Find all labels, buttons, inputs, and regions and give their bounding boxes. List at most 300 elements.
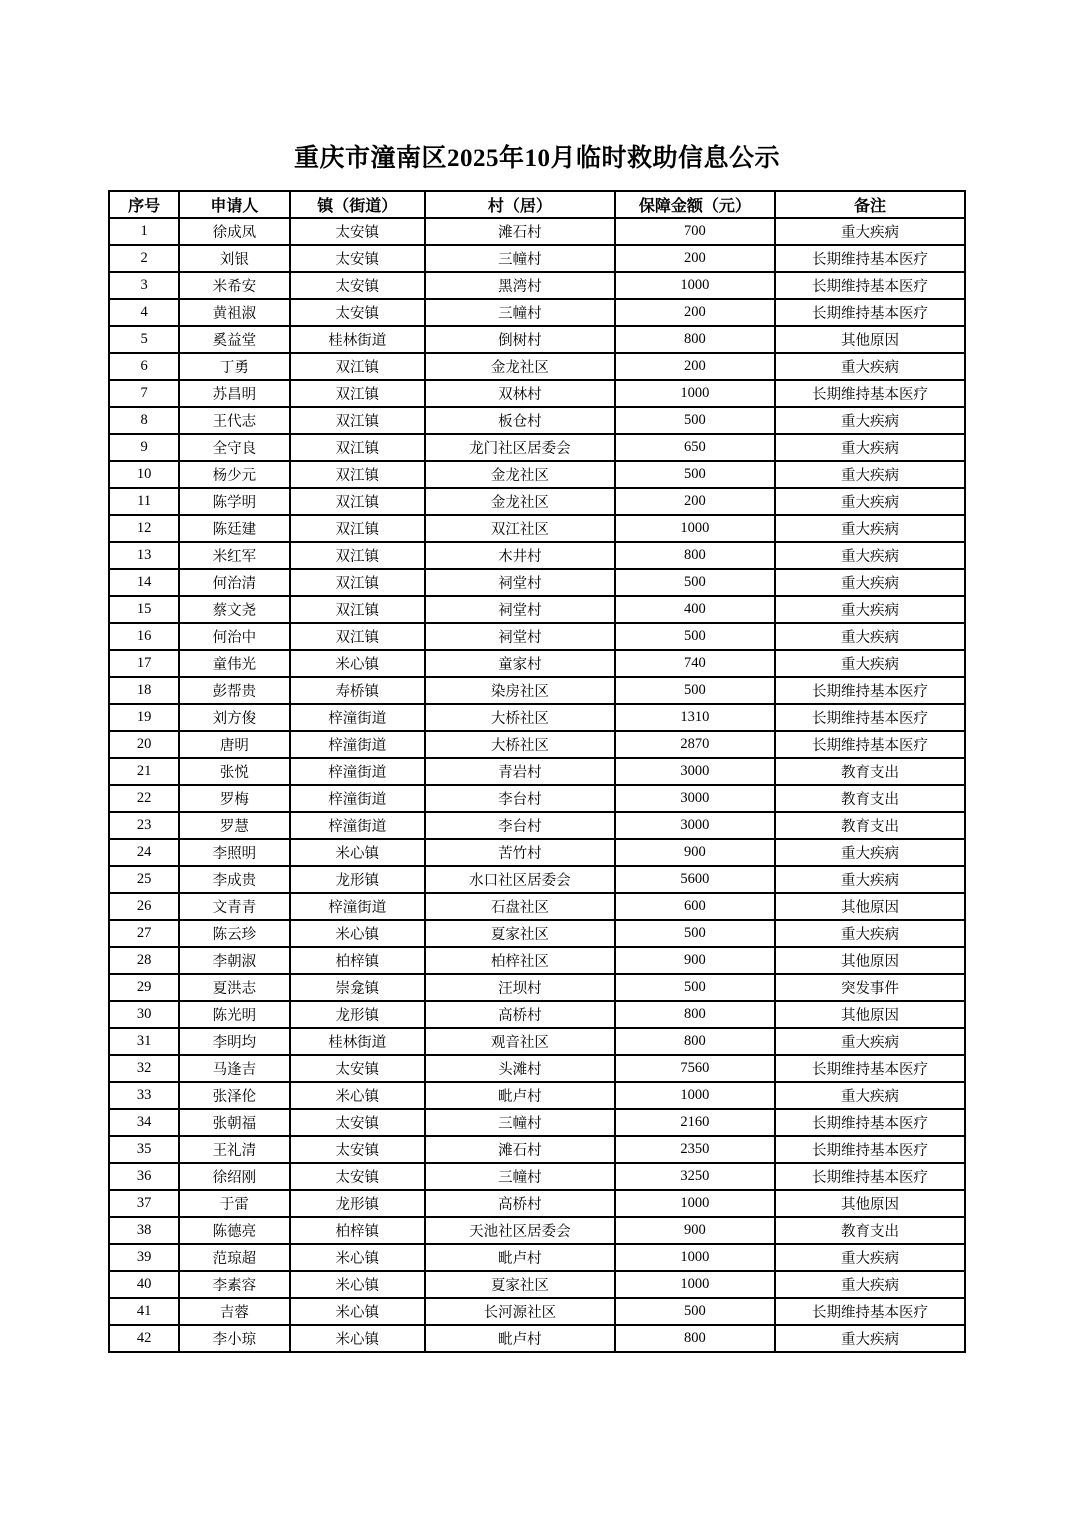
cell-remark: 重大疾病 <box>775 434 965 461</box>
cell-name: 陈德亮 <box>179 1217 289 1244</box>
table-row <box>109 1325 965 1352</box>
cell-seq: 41 <box>109 1298 179 1325</box>
cell-seq: 7 <box>109 380 179 407</box>
table-row <box>109 947 965 974</box>
table-row <box>109 434 965 461</box>
cell-amount: 600 <box>615 893 775 920</box>
cell-remark: 重大疾病 <box>775 407 965 434</box>
cell-village: 双江社区 <box>425 515 615 542</box>
cell-town: 双江镇 <box>290 407 425 434</box>
cell-remark: 其他原因 <box>775 893 965 920</box>
cell-town: 柏梓镇 <box>290 1217 425 1244</box>
cell-seq: 4 <box>109 299 179 326</box>
cell-name: 王礼清 <box>179 1136 289 1163</box>
cell-village: 龙门社区居委会 <box>425 434 615 461</box>
cell-seq: 22 <box>109 785 179 812</box>
cell-village: 天池社区居委会 <box>425 1217 615 1244</box>
cell-remark: 长期维持基本医疗 <box>775 1055 965 1082</box>
cell-seq: 2 <box>109 245 179 272</box>
cell-seq: 37 <box>109 1190 179 1217</box>
cell-village: 童家村 <box>425 650 615 677</box>
table-row <box>109 569 965 596</box>
cell-amount: 7560 <box>615 1055 775 1082</box>
cell-village: 长河源社区 <box>425 1298 615 1325</box>
table-row <box>109 488 965 515</box>
cell-remark: 长期维持基本医疗 <box>775 245 965 272</box>
header-name: 申请人 <box>179 191 289 218</box>
cell-amount: 200 <box>615 488 775 515</box>
cell-amount: 650 <box>615 434 775 461</box>
cell-village: 双林村 <box>425 380 615 407</box>
cell-amount: 1000 <box>615 1082 775 1109</box>
table-row <box>109 1109 965 1136</box>
header-remark: 备注 <box>775 191 965 218</box>
cell-name: 李照明 <box>179 839 289 866</box>
cell-name: 米红军 <box>179 542 289 569</box>
table-header-row <box>109 191 965 218</box>
table-row <box>109 218 965 245</box>
cell-amount: 500 <box>615 407 775 434</box>
cell-seq: 24 <box>109 839 179 866</box>
cell-seq: 18 <box>109 677 179 704</box>
cell-remark: 重大疾病 <box>775 218 965 245</box>
cell-village: 汪坝村 <box>425 974 615 1001</box>
cell-seq: 16 <box>109 623 179 650</box>
cell-town: 双江镇 <box>290 434 425 461</box>
cell-town: 太安镇 <box>290 218 425 245</box>
cell-town: 龙形镇 <box>290 866 425 893</box>
cell-amount: 2350 <box>615 1136 775 1163</box>
assistance-table <box>108 190 966 1353</box>
cell-amount: 500 <box>615 461 775 488</box>
cell-town: 梓潼街道 <box>290 758 425 785</box>
cell-remark: 重大疾病 <box>775 596 965 623</box>
cell-remark: 突发事件 <box>775 974 965 1001</box>
cell-seq: 39 <box>109 1244 179 1271</box>
cell-village: 青岩村 <box>425 758 615 785</box>
cell-seq: 6 <box>109 353 179 380</box>
table-row <box>109 1271 965 1298</box>
cell-name: 彭帮贵 <box>179 677 289 704</box>
cell-seq: 20 <box>109 731 179 758</box>
page-title: 重庆市潼南区2025年10月临时救助信息公示 <box>293 145 780 172</box>
cell-remark: 长期维持基本医疗 <box>775 272 965 299</box>
cell-remark: 教育支出 <box>775 758 965 785</box>
cell-name: 唐明 <box>179 731 289 758</box>
cell-town: 太安镇 <box>290 1109 425 1136</box>
cell-town: 太安镇 <box>290 299 425 326</box>
cell-amount: 2870 <box>615 731 775 758</box>
cell-amount: 5600 <box>615 866 775 893</box>
cell-village: 滩石村 <box>425 1136 615 1163</box>
cell-village: 李台村 <box>425 812 615 839</box>
cell-seq: 5 <box>109 326 179 353</box>
cell-seq: 10 <box>109 461 179 488</box>
cell-remark: 重大疾病 <box>775 1082 965 1109</box>
cell-seq: 11 <box>109 488 179 515</box>
cell-amount: 800 <box>615 326 775 353</box>
cell-amount: 800 <box>615 1001 775 1028</box>
cell-amount: 900 <box>615 839 775 866</box>
cell-amount: 500 <box>615 623 775 650</box>
cell-amount: 1000 <box>615 380 775 407</box>
cell-amount: 500 <box>615 569 775 596</box>
cell-amount: 1310 <box>615 704 775 731</box>
cell-town: 双江镇 <box>290 569 425 596</box>
cell-amount: 3000 <box>615 758 775 785</box>
cell-town: 梓潼街道 <box>290 731 425 758</box>
cell-town: 龙形镇 <box>290 1190 425 1217</box>
table-row <box>109 515 965 542</box>
cell-amount: 500 <box>615 974 775 1001</box>
table-row <box>109 1028 965 1055</box>
cell-name: 徐绍刚 <box>179 1163 289 1190</box>
table-row <box>109 1298 965 1325</box>
cell-remark: 重大疾病 <box>775 1244 965 1271</box>
cell-remark: 长期维持基本医疗 <box>775 1298 965 1325</box>
cell-village: 滩石村 <box>425 218 615 245</box>
cell-village: 高桥村 <box>425 1001 615 1028</box>
table-row <box>109 1244 965 1271</box>
cell-name: 米希安 <box>179 272 289 299</box>
cell-amount: 740 <box>615 650 775 677</box>
cell-remark: 教育支出 <box>775 812 965 839</box>
cell-remark: 重大疾病 <box>775 839 965 866</box>
table-row <box>109 650 965 677</box>
cell-remark: 长期维持基本医疗 <box>775 731 965 758</box>
cell-village: 水口社区居委会 <box>425 866 615 893</box>
cell-name: 王代志 <box>179 407 289 434</box>
cell-name: 范琼超 <box>179 1244 289 1271</box>
cell-village: 木井村 <box>425 542 615 569</box>
cell-remark: 长期维持基本医疗 <box>775 677 965 704</box>
cell-town: 崇龛镇 <box>290 974 425 1001</box>
cell-town: 双江镇 <box>290 488 425 515</box>
cell-village: 毗卢村 <box>425 1244 615 1271</box>
cell-name: 何治中 <box>179 623 289 650</box>
table-row <box>109 272 965 299</box>
cell-amount: 800 <box>615 1028 775 1055</box>
cell-village: 柏梓社区 <box>425 947 615 974</box>
table-row <box>109 1190 965 1217</box>
cell-name: 丁勇 <box>179 353 289 380</box>
cell-remark: 长期维持基本医疗 <box>775 1163 965 1190</box>
cell-name: 张泽伦 <box>179 1082 289 1109</box>
cell-village: 大桥社区 <box>425 731 615 758</box>
cell-seq: 12 <box>109 515 179 542</box>
table-row <box>109 1163 965 1190</box>
cell-village: 三幢村 <box>425 299 615 326</box>
cell-name: 张朝福 <box>179 1109 289 1136</box>
cell-name: 陈云珍 <box>179 920 289 947</box>
cell-remark: 其他原因 <box>775 947 965 974</box>
cell-name: 夏洪志 <box>179 974 289 1001</box>
table-row <box>109 785 965 812</box>
cell-name: 陈学明 <box>179 488 289 515</box>
cell-remark: 重大疾病 <box>775 1325 965 1352</box>
cell-town: 梓潼街道 <box>290 812 425 839</box>
cell-village: 金龙社区 <box>425 461 615 488</box>
cell-remark: 长期维持基本医疗 <box>775 1136 965 1163</box>
cell-seq: 14 <box>109 569 179 596</box>
cell-amount: 800 <box>615 542 775 569</box>
cell-remark: 其他原因 <box>775 1001 965 1028</box>
cell-seq: 31 <box>109 1028 179 1055</box>
cell-amount: 200 <box>615 299 775 326</box>
cell-amount: 900 <box>615 947 775 974</box>
cell-name: 刘方俊 <box>179 704 289 731</box>
cell-town: 梓潼街道 <box>290 785 425 812</box>
cell-town: 梓潼街道 <box>290 704 425 731</box>
cell-town: 米心镇 <box>290 920 425 947</box>
table-row <box>109 461 965 488</box>
cell-remark: 教育支出 <box>775 785 965 812</box>
cell-town: 桂林街道 <box>290 326 425 353</box>
cell-seq: 21 <box>109 758 179 785</box>
table-row <box>109 920 965 947</box>
cell-name: 李明均 <box>179 1028 289 1055</box>
cell-name: 陈光明 <box>179 1001 289 1028</box>
cell-village: 石盘社区 <box>425 893 615 920</box>
cell-seq: 36 <box>109 1163 179 1190</box>
cell-seq: 23 <box>109 812 179 839</box>
table-body <box>109 218 965 1352</box>
cell-seq: 27 <box>109 920 179 947</box>
table-row <box>109 731 965 758</box>
cell-town: 双江镇 <box>290 461 425 488</box>
table-row <box>109 407 965 434</box>
cell-seq: 28 <box>109 947 179 974</box>
cell-amount: 1000 <box>615 272 775 299</box>
cell-village: 板仓村 <box>425 407 615 434</box>
table-row <box>109 974 965 1001</box>
cell-amount: 1000 <box>615 1190 775 1217</box>
cell-village: 高桥村 <box>425 1190 615 1217</box>
cell-town: 米心镇 <box>290 1244 425 1271</box>
cell-remark: 重大疾病 <box>775 650 965 677</box>
cell-name: 杨少元 <box>179 461 289 488</box>
cell-amount: 3000 <box>615 812 775 839</box>
cell-remark: 重大疾病 <box>775 1028 965 1055</box>
cell-seq: 29 <box>109 974 179 1001</box>
cell-remark: 其他原因 <box>775 1190 965 1217</box>
cell-seq: 35 <box>109 1136 179 1163</box>
cell-amount: 1000 <box>615 1244 775 1271</box>
cell-seq: 32 <box>109 1055 179 1082</box>
cell-name: 苏昌明 <box>179 380 289 407</box>
cell-seq: 38 <box>109 1217 179 1244</box>
cell-village: 李台村 <box>425 785 615 812</box>
cell-seq: 13 <box>109 542 179 569</box>
cell-village: 祠堂村 <box>425 569 615 596</box>
table-row <box>109 353 965 380</box>
cell-amount: 500 <box>615 920 775 947</box>
cell-village: 祠堂村 <box>425 596 615 623</box>
table-row <box>109 812 965 839</box>
cell-remark: 教育支出 <box>775 1217 965 1244</box>
cell-village: 金龙社区 <box>425 353 615 380</box>
cell-amount: 700 <box>615 218 775 245</box>
cell-village: 夏家社区 <box>425 920 615 947</box>
cell-town: 龙形镇 <box>290 1001 425 1028</box>
cell-seq: 42 <box>109 1325 179 1352</box>
cell-town: 寿桥镇 <box>290 677 425 704</box>
cell-amount: 500 <box>615 677 775 704</box>
cell-amount: 200 <box>615 353 775 380</box>
cell-seq: 3 <box>109 272 179 299</box>
cell-town: 双江镇 <box>290 623 425 650</box>
cell-amount: 1000 <box>615 515 775 542</box>
table-row <box>109 1217 965 1244</box>
cell-amount: 800 <box>615 1325 775 1352</box>
header-town: 镇（街道） <box>290 191 425 218</box>
cell-remark: 重大疾病 <box>775 866 965 893</box>
cell-town: 米心镇 <box>290 839 425 866</box>
cell-village: 毗卢村 <box>425 1082 615 1109</box>
table-row <box>109 245 965 272</box>
cell-town: 太安镇 <box>290 1136 425 1163</box>
cell-amount: 900 <box>615 1217 775 1244</box>
cell-name: 文青青 <box>179 893 289 920</box>
cell-remark: 长期维持基本医疗 <box>775 704 965 731</box>
cell-town: 双江镇 <box>290 380 425 407</box>
cell-seq: 33 <box>109 1082 179 1109</box>
header-seq: 序号 <box>109 191 179 218</box>
table-row <box>109 623 965 650</box>
table-row <box>109 1082 965 1109</box>
cell-remark: 重大疾病 <box>775 515 965 542</box>
cell-town: 太安镇 <box>290 1055 425 1082</box>
cell-name: 马逢吉 <box>179 1055 289 1082</box>
table-row <box>109 380 965 407</box>
cell-seq: 1 <box>109 218 179 245</box>
cell-amount: 200 <box>615 245 775 272</box>
table-row <box>109 299 965 326</box>
cell-seq: 8 <box>109 407 179 434</box>
cell-village: 三幢村 <box>425 1109 615 1136</box>
cell-remark: 重大疾病 <box>775 488 965 515</box>
table-row <box>109 758 965 785</box>
cell-amount: 400 <box>615 596 775 623</box>
cell-remark: 其他原因 <box>775 326 965 353</box>
table-row <box>109 677 965 704</box>
cell-town: 双江镇 <box>290 515 425 542</box>
cell-seq: 34 <box>109 1109 179 1136</box>
cell-name: 于雷 <box>179 1190 289 1217</box>
cell-remark: 重大疾病 <box>775 542 965 569</box>
cell-name: 李成贵 <box>179 866 289 893</box>
cell-town: 太安镇 <box>290 1163 425 1190</box>
cell-village: 三幢村 <box>425 245 615 272</box>
table-row <box>109 596 965 623</box>
cell-remark: 重大疾病 <box>775 461 965 488</box>
cell-name: 何治清 <box>179 569 289 596</box>
cell-remark: 重大疾病 <box>775 623 965 650</box>
cell-town: 双江镇 <box>290 353 425 380</box>
cell-village: 头滩村 <box>425 1055 615 1082</box>
table-row <box>109 1001 965 1028</box>
cell-remark: 重大疾病 <box>775 353 965 380</box>
cell-seq: 17 <box>109 650 179 677</box>
cell-town: 太安镇 <box>290 272 425 299</box>
cell-seq: 9 <box>109 434 179 461</box>
table-row <box>109 866 965 893</box>
cell-name: 李朝淑 <box>179 947 289 974</box>
cell-village: 夏家社区 <box>425 1271 615 1298</box>
cell-amount: 2160 <box>615 1109 775 1136</box>
table-row <box>109 1136 965 1163</box>
cell-name: 罗慧 <box>179 812 289 839</box>
cell-remark: 重大疾病 <box>775 920 965 947</box>
table-row <box>109 839 965 866</box>
cell-village: 金龙社区 <box>425 488 615 515</box>
cell-village: 黑湾村 <box>425 272 615 299</box>
cell-seq: 19 <box>109 704 179 731</box>
cell-town: 太安镇 <box>290 245 425 272</box>
cell-town: 米心镇 <box>290 650 425 677</box>
cell-village: 倒树村 <box>425 326 615 353</box>
cell-name: 陈廷建 <box>179 515 289 542</box>
cell-name: 徐成凤 <box>179 218 289 245</box>
cell-village: 三幢村 <box>425 1163 615 1190</box>
cell-amount: 3000 <box>615 785 775 812</box>
cell-name: 童伟光 <box>179 650 289 677</box>
cell-seq: 26 <box>109 893 179 920</box>
cell-town: 桂林街道 <box>290 1028 425 1055</box>
cell-town: 双江镇 <box>290 542 425 569</box>
cell-remark: 长期维持基本医疗 <box>775 380 965 407</box>
cell-name: 吉蓉 <box>179 1298 289 1325</box>
cell-seq: 30 <box>109 1001 179 1028</box>
cell-name: 全守良 <box>179 434 289 461</box>
cell-village: 观音社区 <box>425 1028 615 1055</box>
cell-name: 奚益堂 <box>179 326 289 353</box>
header-village: 村（居） <box>425 191 615 218</box>
cell-village: 苦竹村 <box>425 839 615 866</box>
cell-name: 张悦 <box>179 758 289 785</box>
cell-village: 毗卢村 <box>425 1325 615 1352</box>
cell-remark: 重大疾病 <box>775 1271 965 1298</box>
cell-seq: 25 <box>109 866 179 893</box>
cell-town: 米心镇 <box>290 1082 425 1109</box>
cell-village: 祠堂村 <box>425 623 615 650</box>
cell-seq: 15 <box>109 596 179 623</box>
table-row <box>109 1055 965 1082</box>
table-row <box>109 704 965 731</box>
table-row <box>109 326 965 353</box>
cell-town: 米心镇 <box>290 1325 425 1352</box>
cell-amount: 500 <box>615 1298 775 1325</box>
cell-seq: 40 <box>109 1271 179 1298</box>
cell-town: 柏梓镇 <box>290 947 425 974</box>
cell-name: 李素容 <box>179 1271 289 1298</box>
cell-name: 蔡文尧 <box>179 596 289 623</box>
cell-remark: 长期维持基本医疗 <box>775 299 965 326</box>
cell-remark: 重大疾病 <box>775 569 965 596</box>
cell-amount: 3250 <box>615 1163 775 1190</box>
cell-amount: 1000 <box>615 1271 775 1298</box>
cell-town: 梓潼街道 <box>290 893 425 920</box>
cell-name: 李小琼 <box>179 1325 289 1352</box>
table-row <box>109 542 965 569</box>
cell-name: 黄祖淑 <box>179 299 289 326</box>
cell-remark: 长期维持基本医疗 <box>775 1109 965 1136</box>
cell-town: 米心镇 <box>290 1298 425 1325</box>
cell-town: 双江镇 <box>290 596 425 623</box>
cell-village: 染房社区 <box>425 677 615 704</box>
cell-name: 罗梅 <box>179 785 289 812</box>
header-amount: 保障金额（元） <box>615 191 775 218</box>
